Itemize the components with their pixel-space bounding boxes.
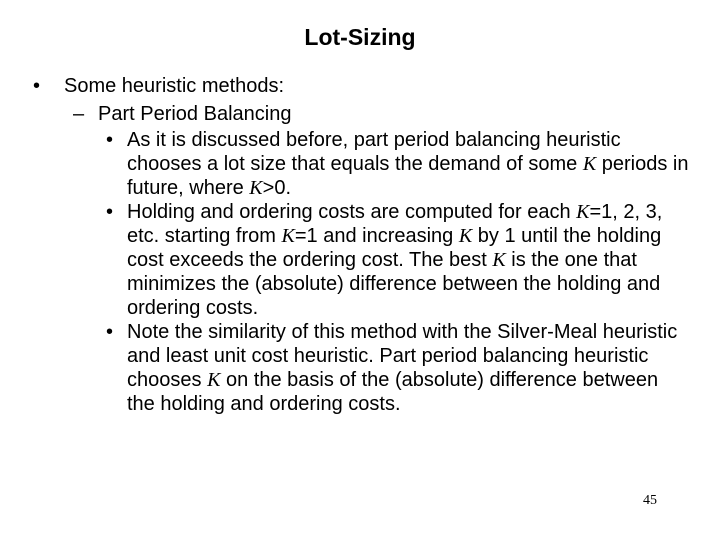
- variable-k: K: [207, 369, 221, 391]
- slide-title: Lot-Sizing: [304, 24, 416, 50]
- bullet-dot-icon: •: [106, 201, 114, 223]
- bullet-dot-icon: •: [33, 75, 41, 97]
- subbullet-part-period-balancing: [0, 100, 720, 128]
- dash-bullet-icon: –: [73, 103, 85, 125]
- variable-k: K: [281, 225, 295, 247]
- point-lot-size-choice: [0, 128, 689, 200]
- bullet-dot-icon: •: [106, 129, 114, 151]
- subbullet-text: Part Period Balancing: [98, 103, 292, 125]
- text-segment: >0.: [262, 177, 291, 199]
- text-segment: periods in future, where: [127, 153, 689, 199]
- slide-content: [0, 72, 720, 416]
- variable-k: K: [249, 177, 263, 199]
- text-segment: Note the similarity of this method with the Silver-Meal heuristic and least unit cost heuristic. Part period balancing heuristic chooses: [127, 321, 678, 391]
- bullet-dot-icon: •: [106, 321, 114, 343]
- bullet-heuristic-methods: [0, 72, 720, 100]
- point-method-similarity: [0, 320, 689, 416]
- bullet-text: Some heuristic methods:: [64, 75, 285, 97]
- text-segment: is the one that minimizes the (absolute) difference between the holding and ordering costs.: [127, 249, 661, 319]
- variable-k: K: [492, 249, 506, 271]
- variable-k: K: [582, 153, 597, 175]
- text-segment: =1, 2, 3, etc. starting from: [127, 201, 663, 247]
- point-cost-computation: [0, 200, 689, 320]
- variable-k: K: [458, 225, 473, 247]
- text-segment: As it is discussed before, part period balancing heuristic chooses a lot size that equals the demand of some: [127, 129, 621, 175]
- text-segment: on the basis of the (absolute) difference between the holding and ordering costs.: [127, 369, 659, 415]
- page-number: 45: [643, 493, 657, 508]
- text-segment: by 1 until the holding cost exceeds the ordering cost. The best: [127, 225, 662, 271]
- text-segment: Holding and ordering costs are computed for each: [127, 201, 577, 223]
- variable-k: K: [576, 201, 590, 223]
- text-segment: =1 and increasing: [294, 225, 459, 247]
